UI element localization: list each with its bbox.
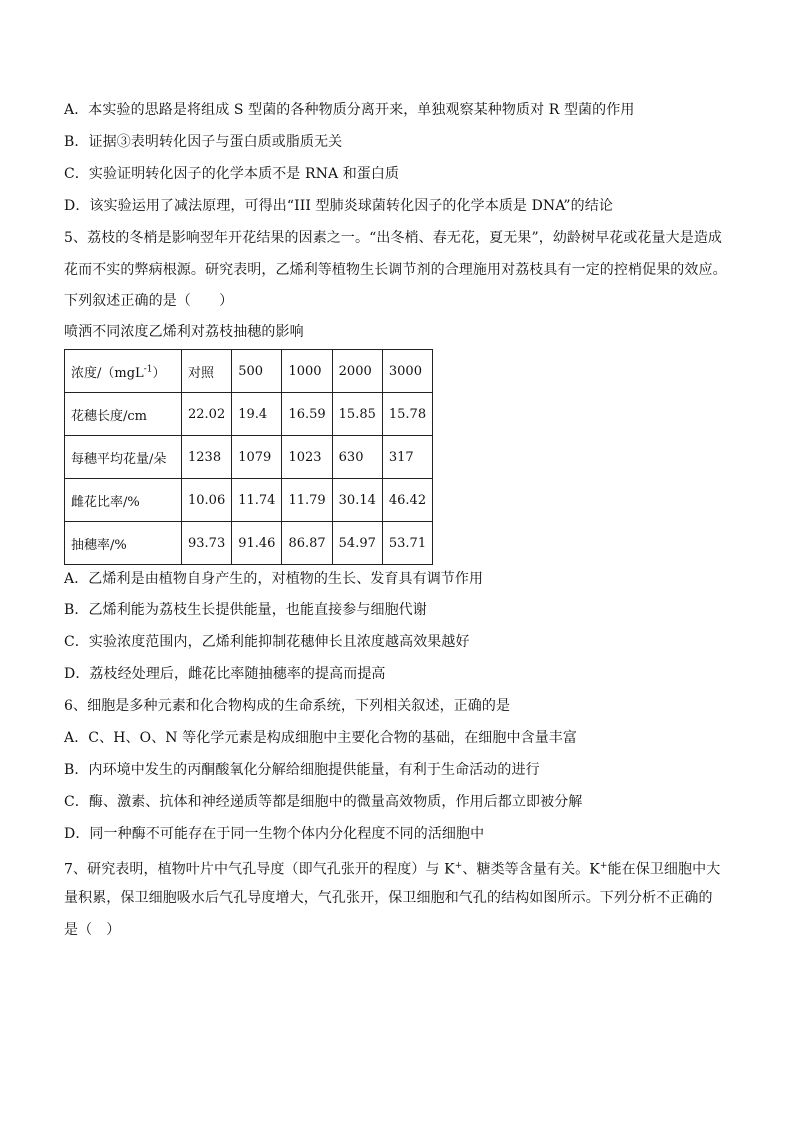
table-cell: 15.78 [382,393,432,436]
table-row-label: 每穗平均花量/朵 [65,436,182,479]
table-cell: 1238 [182,436,232,479]
q7-stem-line-2: 量积累，保卫细胞吸水后气孔导度增大，气孔张开，保卫细胞和气孔的结构如图所示。下列分析不正确的 [64,890,713,906]
q4-option-b: B．证据③表明转化因子与蛋白质或脂质无关 [64,134,343,150]
q5-option-b: B．乙烯利能为荔枝生长提供能量，也能直接参与细胞代谢 [64,602,427,618]
table-cell: 630 [332,436,382,479]
q5-option-d: D．荔枝经处理后，雌花比率随抽穗率的提高而提高 [64,666,386,682]
table-cell: 30.14 [332,479,382,522]
table-cell: 53.71 [382,522,432,565]
table-cell: 317 [382,436,432,479]
table-cell: 10.06 [182,479,232,522]
table-header-cell: 2000 [332,350,382,393]
table-cell: 11.79 [282,479,332,522]
table-cell: 11.74 [232,479,282,522]
q7-stem-line-1: 7、研究表明，植物叶片中气孔导度（即气孔张开的程度）与 K+、糖类等含量有关。K+能在保卫细胞中大 [64,861,721,878]
table-cell: 91.46 [232,522,282,565]
data-table [64,349,433,565]
table-header-cell: 3000 [382,350,432,393]
table-cell: 54.97 [332,522,382,565]
table-cell: 16.59 [282,393,332,436]
table-row [65,522,433,565]
table-cell: 46.42 [382,479,432,522]
table-cell: 1079 [232,436,282,479]
table-header-cell: 浓度/（mgL$^{-1}$） [65,350,182,393]
table-row [65,436,433,479]
q5-stem-line-1: 5、荔枝的冬梢是影响翌年开花结果的因素之一。“出冬梢、春无花，夏无果”，幼龄树早花或花量大是造成 [64,230,723,246]
table-row [65,479,433,522]
table-header-cell: 1000 [282,350,332,393]
table-cell: 93.73 [182,522,232,565]
table-row [65,393,433,436]
q6-option-b: B．内环境中发生的丙酮酸氧化分解给细胞提供能量，有利于生命活动的进行 [64,762,540,778]
table-cell: 15.85 [332,393,382,436]
q5-option-c: C．实验浓度范围内，乙烯利能抑制花穗伸长且浓度越高效果越好 [64,634,470,650]
q6-option-a: A．C、H、O、N 等化学元素是构成细胞中主要化合物的基础，在细胞中含量丰富 [64,730,578,746]
table-cell: 19.4 [232,393,282,436]
q5-stem-line-3: 下列叙述正确的是（ ） [64,293,234,309]
table-cell: 86.87 [282,522,332,565]
q6-option-c: C．酶、激素、抗体和神经递质等都是细胞中的微量高效物质，作用后都立即被分解 [64,794,583,810]
q4-option-c: C．实验证明转化因子的化学本质不是 RNA 和蛋白质 [64,166,400,182]
table-row-label: 花穗长度/cm [65,393,182,436]
table-cell: 1023 [282,436,332,479]
table-header-cell: 对照 [182,350,232,393]
table-cell: 22.02 [182,393,232,436]
q5-table-caption: 喷洒不同浓度乙烯利对荔枝抽穗的影响 [64,324,304,340]
table-row-label: 抽穗率/% [65,522,182,565]
q4-option-d: D．该实验运用了减法原理，可得出“III 型肺炎球菌转化因子的化学本质是 DNA”的结论 [64,198,613,214]
table-row-label: 雌花比率/% [65,479,182,522]
q6-option-d: D．同一种酶不可能存在于同一生物个体内分化程度不同的活细胞中 [64,826,485,842]
q4-option-a: A．本实验的思路是将组成 S 型菌的各种物质分离开来，单独观察某种物质对 R 型菌的作用 [64,102,635,118]
q6-stem: 6、细胞是多种元素和化合物构成的生命系统，下列相关叙述，正确的是 [64,698,511,714]
table-header-cell: 500 [232,350,282,393]
table-header-row [65,350,433,393]
q5-stem-line-2: 花而不实的弊病根源。研究表明，乙烯利等植物生长调节剂的合理施用对荔枝具有一定的控梢促果的效应。 [64,262,727,278]
q7-stem-line-3: 是（ ） [64,922,121,938]
q5-option-a: A．乙烯利是由植物自身产生的，对植物的生长、发育具有调节作用 [64,571,484,587]
